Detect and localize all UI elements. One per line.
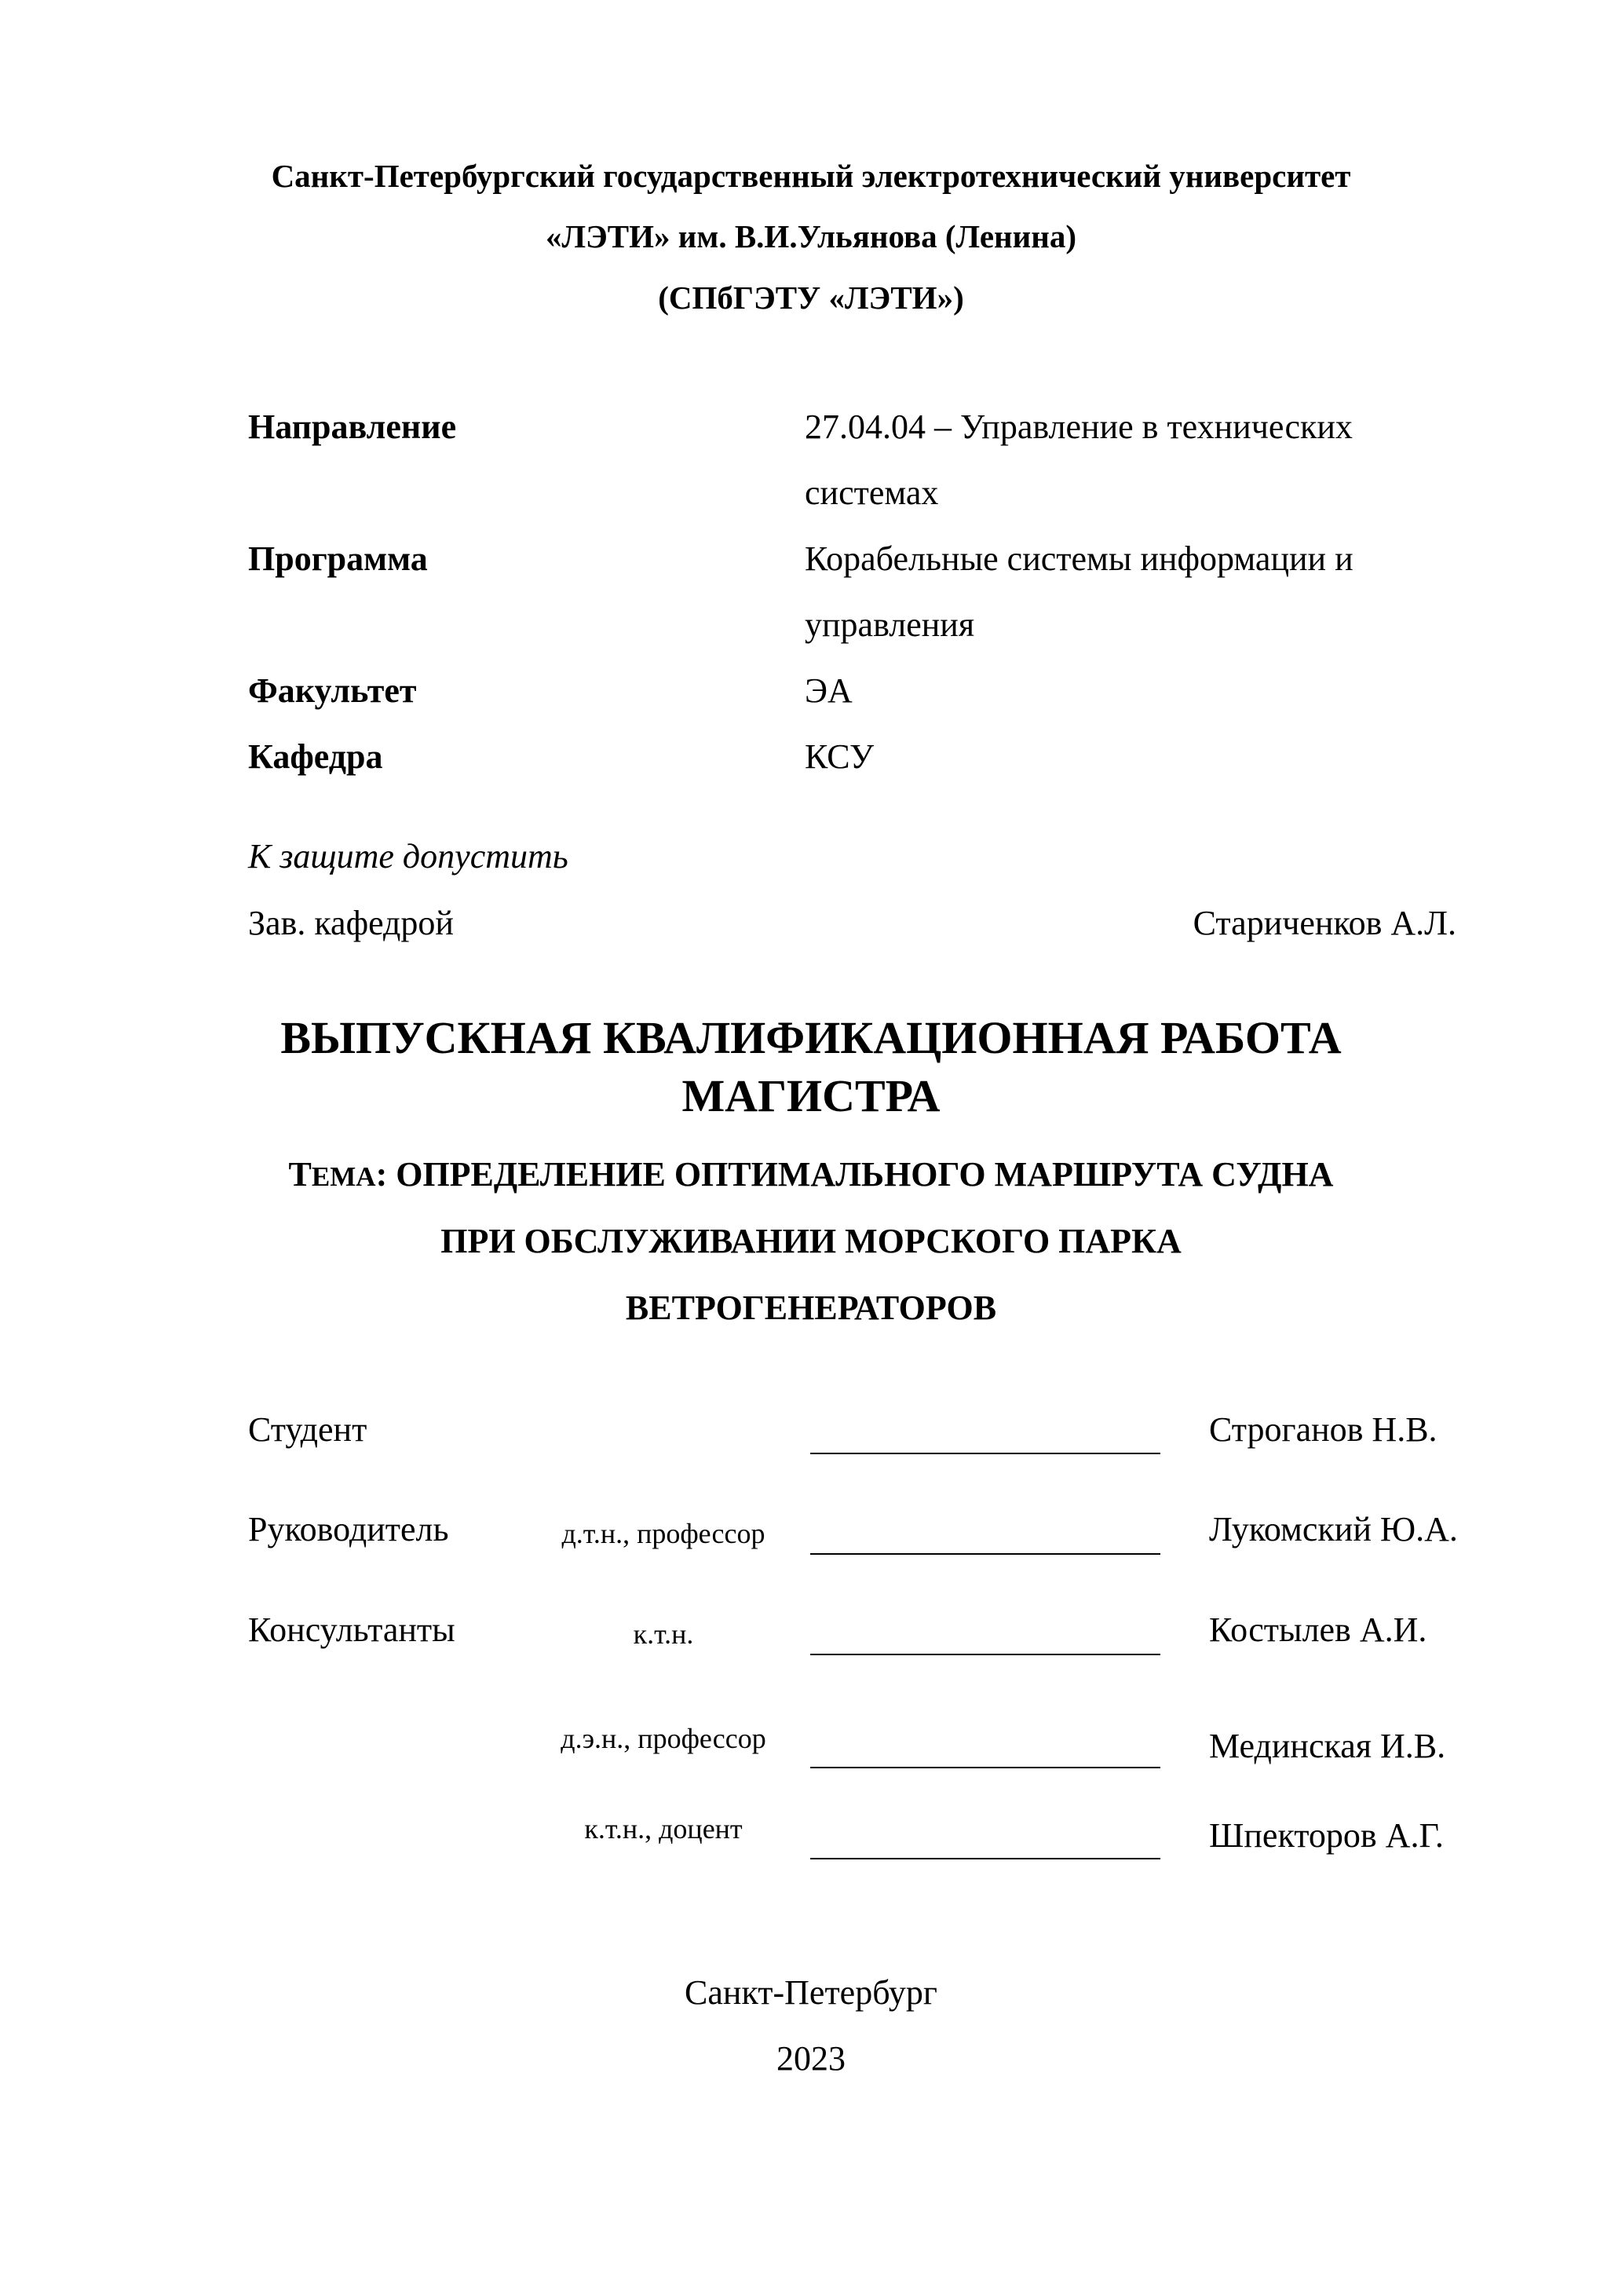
university-abbreviation: (СПбГЭТУ «ЛЭТИ») xyxy=(658,280,964,316)
department-label: Кафедра xyxy=(248,737,383,776)
student-role: Студент xyxy=(248,1410,367,1449)
supervisor-role: Руководитель xyxy=(248,1510,449,1548)
consultant2-signature-line xyxy=(810,1767,1160,1768)
faculty-label: Факультет xyxy=(248,671,417,710)
supervisor-name: Лукомский Ю.А. xyxy=(1209,1510,1458,1548)
topic-separator: : xyxy=(375,1155,388,1194)
footer-year: 2023 xyxy=(776,2039,846,2078)
approval-caption: К защите допустить xyxy=(248,837,568,876)
topic-prefix-rest: ЕМА xyxy=(311,1161,376,1192)
work-title-line2: МАГИСТРА xyxy=(681,1070,941,1121)
direction-label: Направление xyxy=(248,408,457,446)
consultant2-name: Мединская И.В. xyxy=(1209,1727,1446,1765)
topic-line1 xyxy=(0,1154,1622,1194)
topic-line3: ВЕТРОГЕНЕРАТОРОВ xyxy=(625,1289,997,1327)
approval-name: Стариченков А.Л. xyxy=(1193,904,1456,942)
program-value-line2: управления xyxy=(805,605,975,644)
supervisor-signature-line xyxy=(810,1553,1160,1555)
program-value-line1: Корабельные системы информации и xyxy=(805,539,1353,578)
university-name-line2: «ЛЭТИ» им. В.И.Ульянова (Ленина) xyxy=(545,218,1077,254)
footer-city: Санкт-Петербург xyxy=(685,1973,937,2012)
department-value: КСУ xyxy=(805,737,875,776)
direction-value-line2: системах xyxy=(805,473,939,512)
consultant3-degree: к.т.н., доцент xyxy=(584,1813,743,1844)
approval-role: Зав. кафедрой xyxy=(248,904,454,942)
consultant1-degree: к.т.н. xyxy=(633,1618,694,1650)
consultant1-name: Костылев А.И. xyxy=(1209,1610,1427,1649)
faculty-value: ЭА xyxy=(805,671,853,710)
topic-line2: ПРИ ОБСЛУЖИВАНИИ МОРСКОГО ПАРКА xyxy=(440,1222,1182,1260)
university-name-line1: Санкт-Петербургский государственный электротехнический университет xyxy=(271,158,1351,194)
program-label: Программа xyxy=(248,539,428,578)
direction-value-line1: 27.04.04 – Управление в технических xyxy=(805,408,1353,446)
work-title-line1: ВЫПУСКНАЯ КВАЛИФИКАЦИОННАЯ РАБОТА xyxy=(280,1012,1342,1063)
student-name: Строганов Н.В. xyxy=(1209,1410,1438,1449)
student-signature-line xyxy=(810,1453,1160,1454)
consultant3-name: Шпекторов А.Г. xyxy=(1209,1816,1444,1855)
topic-text-line1: ОПРЕДЕЛЕНИЕ ОПТИМАЛЬНОГО МАРШРУТА СУДНА xyxy=(396,1155,1334,1194)
consultant1-signature-line xyxy=(810,1654,1160,1655)
consultants-role: Консультанты xyxy=(248,1610,455,1649)
consultant2-degree: д.э.н., профессор xyxy=(561,1723,766,1754)
supervisor-degree: д.т.н., профессор xyxy=(561,1518,765,1549)
topic-prefix-first: Т xyxy=(288,1155,312,1194)
consultant3-signature-line xyxy=(810,1858,1160,1859)
